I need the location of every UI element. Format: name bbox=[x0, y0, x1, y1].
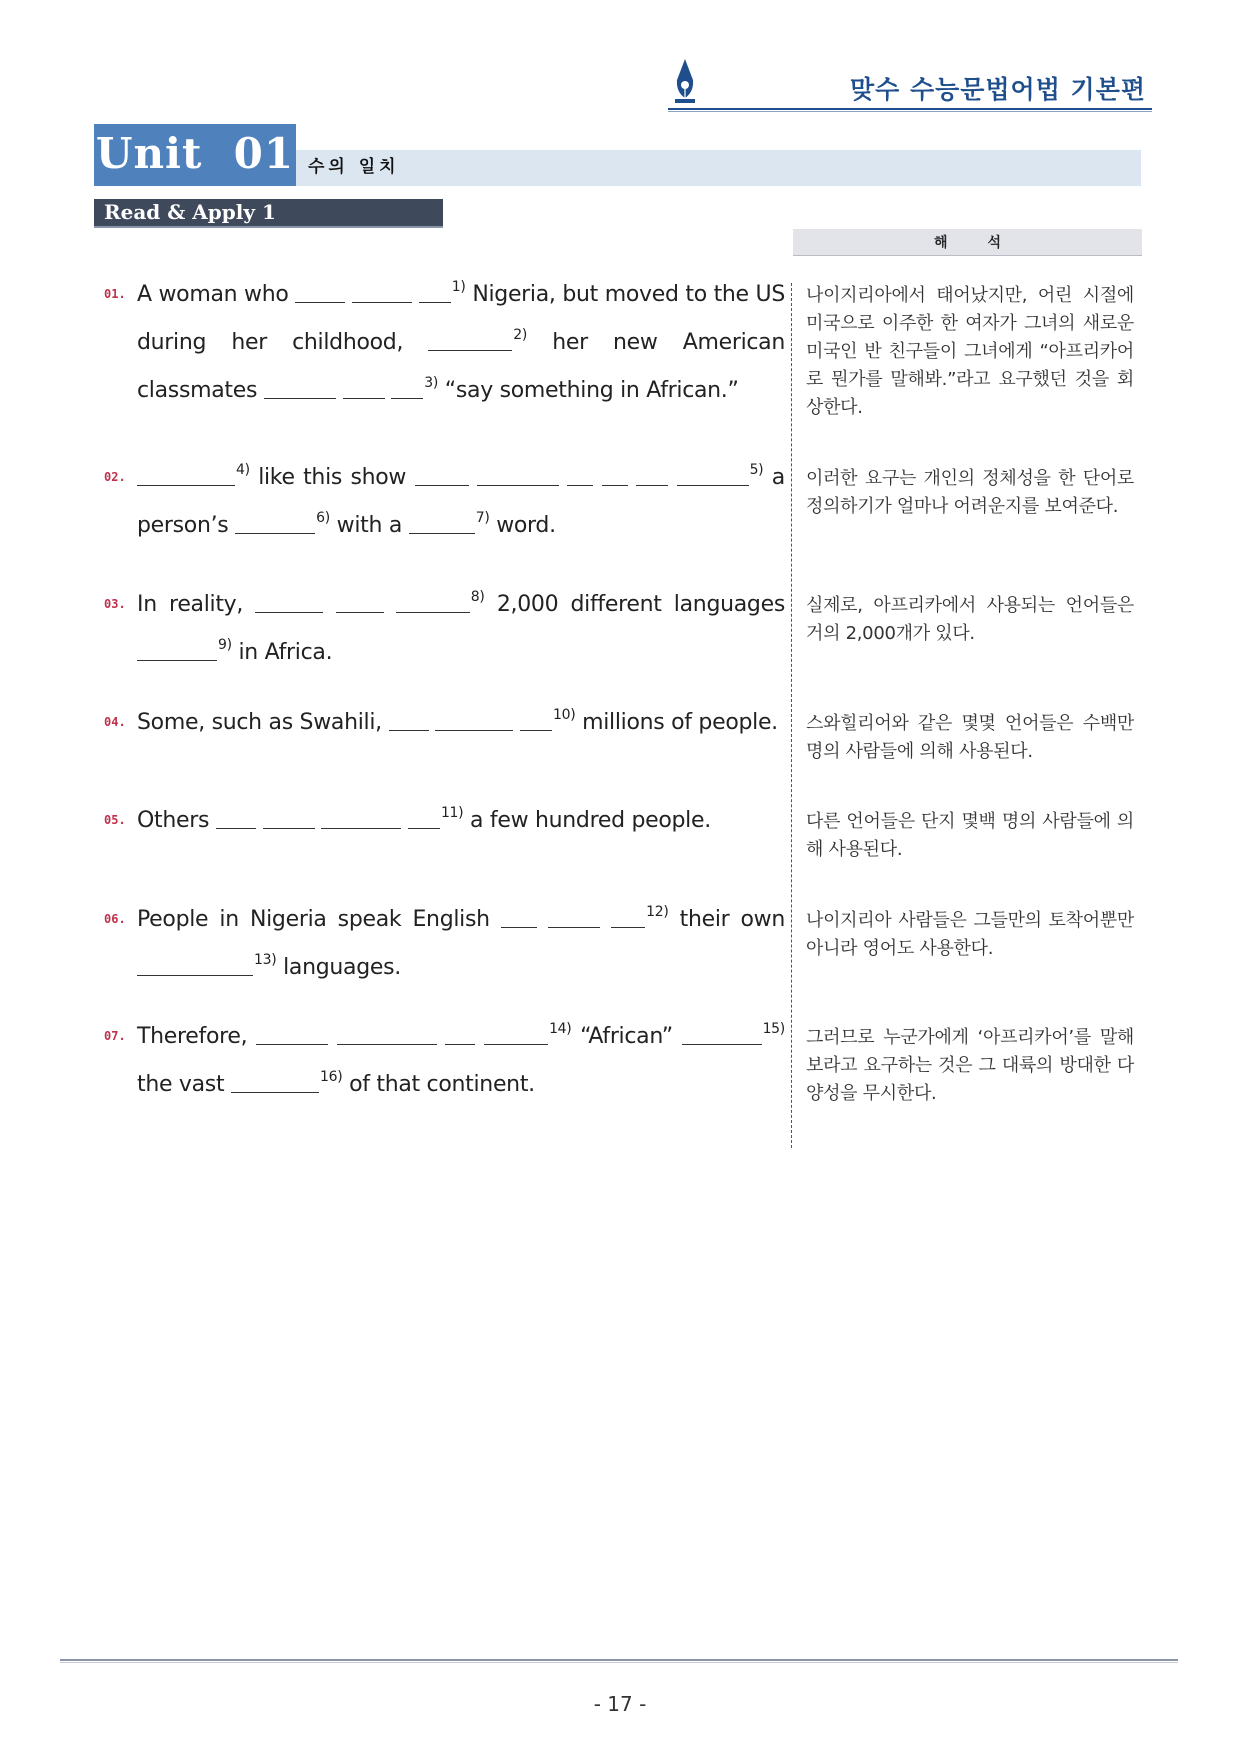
blank[interactable] bbox=[682, 1022, 762, 1045]
korean-translation: 스와힐리어와 같은 몇몇 언어들은 수백만 명의 사람들에 의해 사용된다. bbox=[806, 713, 1134, 762]
item-number: 01. bbox=[104, 287, 126, 301]
blank-number: 16) bbox=[320, 1069, 343, 1085]
book-header bbox=[668, 56, 1152, 110]
item-number: 02. bbox=[104, 470, 126, 484]
blank[interactable] bbox=[263, 806, 315, 829]
blank-number: 15) bbox=[762, 1021, 785, 1037]
blank[interactable] bbox=[409, 511, 475, 534]
blank-number: 3) bbox=[424, 375, 439, 391]
blank[interactable] bbox=[611, 905, 645, 928]
blank[interactable] bbox=[389, 708, 429, 731]
item-number: 03. bbox=[104, 597, 126, 611]
unit-badge bbox=[94, 124, 296, 186]
blank-number: 7) bbox=[475, 510, 490, 526]
english-sentence: People in Nigeria speak English $^{12)}$ their own $^{13)}$ languages. bbox=[137, 904, 785, 980]
blank[interactable] bbox=[255, 590, 323, 613]
unit-label: Unit 01 bbox=[95, 129, 295, 178]
blank-number: 2) bbox=[513, 327, 528, 343]
blank[interactable] bbox=[391, 376, 423, 399]
book-title: 맞수 수능문법어법 기본편 bbox=[849, 75, 1146, 104]
unit-topic: 수의 일치 bbox=[308, 157, 400, 177]
blank-number: 12) bbox=[646, 904, 669, 920]
translation-header bbox=[793, 229, 1142, 256]
blank-number: 14) bbox=[549, 1021, 572, 1037]
blank-number: 13) bbox=[254, 952, 277, 968]
blank[interactable] bbox=[484, 1022, 548, 1045]
header-rule bbox=[668, 108, 1152, 110]
blank-number: 4) bbox=[236, 462, 250, 478]
item-number: 04. bbox=[104, 715, 126, 729]
blank[interactable] bbox=[445, 1022, 475, 1045]
blank-number: 5) bbox=[749, 462, 764, 478]
korean-translation: 나이지리아에서 태어났지만, 어린 시절에 미국으로 이주한 한 여자가 그녀의 새로운 미국인 반 친구들이 그녀에게 “아프리카어로 뭔가를 말해봐.”라고 요구했던 것을 회상한다. bbox=[806, 285, 1134, 418]
blank[interactable] bbox=[435, 708, 513, 731]
english-sentence: $^{4)}$ like this show $^{5)}$ a person’s $^{6)}$ with a $^{7)}$ word. bbox=[137, 462, 785, 538]
blank[interactable] bbox=[295, 280, 345, 303]
item-number: 06. bbox=[104, 912, 126, 926]
blank[interactable] bbox=[408, 806, 440, 829]
blank[interactable] bbox=[428, 328, 512, 351]
blank-number: 1) bbox=[451, 279, 466, 295]
blank[interactable] bbox=[602, 463, 628, 486]
english-sentence: Therefore, $^{14)}$ “African” $^{15)}$ the vast $^{16)}$ of that continent. bbox=[137, 1021, 785, 1097]
column-divider bbox=[791, 283, 792, 1148]
blank-number: 6) bbox=[316, 510, 330, 526]
blank[interactable] bbox=[321, 806, 401, 829]
blank[interactable] bbox=[256, 1022, 328, 1045]
item-number: 05. bbox=[104, 813, 126, 827]
blank-number: 10) bbox=[552, 707, 576, 723]
blank[interactable] bbox=[264, 376, 336, 399]
fountain-pen-nib-icon bbox=[673, 58, 697, 104]
english-sentence: Others $^{11)}$ a few hundred people. bbox=[137, 805, 711, 833]
item-number: 07. bbox=[104, 1029, 126, 1043]
blank-number: 11) bbox=[440, 805, 464, 821]
blank[interactable] bbox=[477, 463, 559, 486]
blank[interactable] bbox=[137, 638, 217, 661]
footer-rule bbox=[60, 1659, 1178, 1661]
blank[interactable] bbox=[567, 463, 593, 486]
blank[interactable] bbox=[548, 905, 600, 928]
blank[interactable] bbox=[337, 1022, 437, 1045]
blank[interactable] bbox=[419, 280, 451, 303]
blank[interactable] bbox=[520, 708, 552, 731]
blank[interactable] bbox=[137, 463, 235, 486]
english-sentence: Some, such as Swahili, $^{10)}$ millions of people. bbox=[137, 707, 778, 735]
blank[interactable] bbox=[137, 953, 253, 976]
blank[interactable] bbox=[352, 280, 412, 303]
blank[interactable] bbox=[216, 806, 256, 829]
korean-translation: 그러므로 누군가에게 ‘아프리카어’를 말해보라고 요구하는 것은 그 대륙의 방대한 다양성을 무시한다. bbox=[806, 1027, 1134, 1104]
section-label: Read & Apply 1 bbox=[104, 200, 276, 224]
blank[interactable] bbox=[231, 1070, 319, 1093]
blank[interactable] bbox=[336, 590, 384, 613]
section-bar bbox=[94, 199, 443, 228]
blank[interactable] bbox=[343, 376, 385, 399]
translation-heading: 해석 bbox=[933, 235, 1042, 251]
blank[interactable] bbox=[677, 463, 749, 486]
korean-translation: 이러한 요구는 개인의 정체성을 한 단어로 정의하기가 얼마나 어려운지를 보여준다. bbox=[806, 468, 1134, 517]
blank-number: 9) bbox=[218, 637, 232, 653]
english-sentence: In reality, $^{8)}$ 2,000 different languages $^{9)}$ in Africa. bbox=[137, 589, 785, 665]
korean-translation: 다른 언어들은 단지 몇백 명의 사람들에 의해 사용된다. bbox=[806, 811, 1134, 860]
blank-number: 8) bbox=[470, 589, 485, 605]
korean-translation: 나이지리아 사람들은 그들만의 토착어뿐만 아니라 영어도 사용한다. bbox=[806, 910, 1134, 959]
blank[interactable] bbox=[636, 463, 668, 486]
blank[interactable] bbox=[396, 590, 470, 613]
page-number: - 17 - bbox=[593, 1692, 647, 1716]
english-sentence: A woman who $^{1)}$ Nigeria, but moved to the US during her childhood, $^{2)}$ her new American classmates $^{3)}$ “say something in African.” bbox=[137, 279, 786, 403]
korean-translation: 실제로, 아프리카에서 사용되는 언어들은 거의 2,000개가 있다. bbox=[806, 595, 1134, 644]
blank[interactable] bbox=[415, 463, 469, 486]
blank[interactable] bbox=[235, 511, 315, 534]
blank[interactable] bbox=[501, 905, 537, 928]
